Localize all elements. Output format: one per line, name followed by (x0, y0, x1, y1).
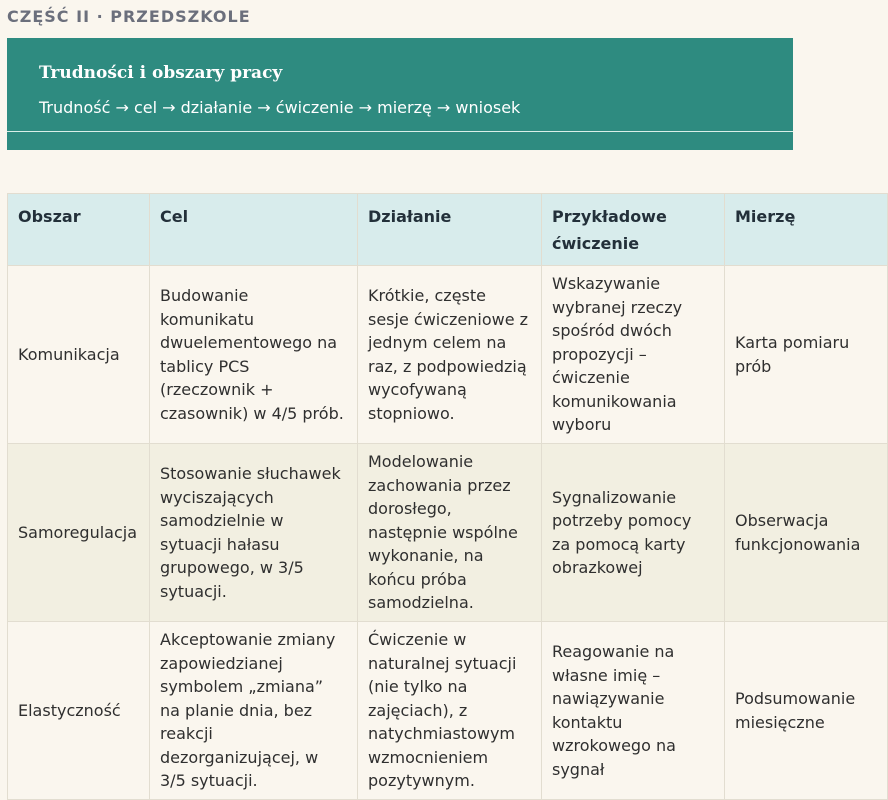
table-row (8, 444, 888, 622)
header-mierze: Mierzę (725, 194, 888, 266)
banner-subtitle: Trudność → cel → działanie → ćwiczenie → mierzę → wniosek (39, 98, 521, 117)
header-dzialanie: Działanie (358, 194, 542, 266)
cell-obszar: Samoregulacja (8, 444, 150, 622)
section-banner (7, 38, 793, 150)
cell-dzialanie: Modelowanie zachowania przez dorosłego, następnie wspólne wykonanie, na końcu próba samodzielna. (358, 444, 542, 622)
cell-obszar: Komunikacja (8, 266, 150, 444)
table-header-row (8, 194, 888, 266)
cell-cwiczenie: Reagowanie na własne imię – nawiązywanie kontaktu wzrokowego na sygnał (542, 622, 725, 800)
cell-obszar: Elastyczność (8, 622, 150, 800)
header-cel: Cel (150, 194, 358, 266)
header-cwiczenie: Przykładowe ćwiczenie (542, 194, 725, 266)
cell-cel: Akceptowanie zmiany zapowiedzianej symbolem „zmiana” na planie dnia, bez reakcji dezorganizującej, w 3/5 sytuacji. (150, 622, 358, 800)
cell-dzialanie: Krótkie, częste sesje ćwiczeniowe z jednym celem na raz, z podpowiedzią wycofywaną stopniowo. (358, 266, 542, 444)
table-row (8, 622, 888, 800)
table-container (7, 193, 861, 796)
cell-cwiczenie: Wskazywanie wybranej rzeczy spośród dwóch propozycji – ćwiczenie komunikowania wyboru (542, 266, 725, 444)
banner-header (7, 38, 793, 132)
table-row (8, 266, 888, 444)
cell-mierze: Podsumowanie miesięczne (725, 622, 888, 800)
cell-cwiczenie: Sygnalizowanie potrzeby pomocy za pomocą karty obrazkowej (542, 444, 725, 622)
difficulties-table (7, 193, 888, 800)
cell-mierze: Karta pomiaru prób (725, 266, 888, 444)
banner-title: Trudności i obszary pracy (39, 63, 283, 83)
cell-dzialanie: Ćwiczenie w naturalnej sytuacji (nie tylko na zajęciach), z natychmiastowym wzmocnieniem pozytywnym. (358, 622, 542, 800)
cell-mierze: Obserwacja funkcjonowania (725, 444, 888, 622)
part-label: CZĘŚĆ II · PRZEDSZKOLE (7, 7, 251, 26)
cell-cel: Budowanie komunikatu dwuelementowego na tablicy PCS (rzeczownik + czasownik) w 4/5 prób. (150, 266, 358, 444)
cell-cel: Stosowanie słuchawek wyciszających samodzielnie w sytuacji hałasu grupowego, w 3/5 sytuacji. (150, 444, 358, 622)
header-obszar: Obszar (8, 194, 150, 266)
